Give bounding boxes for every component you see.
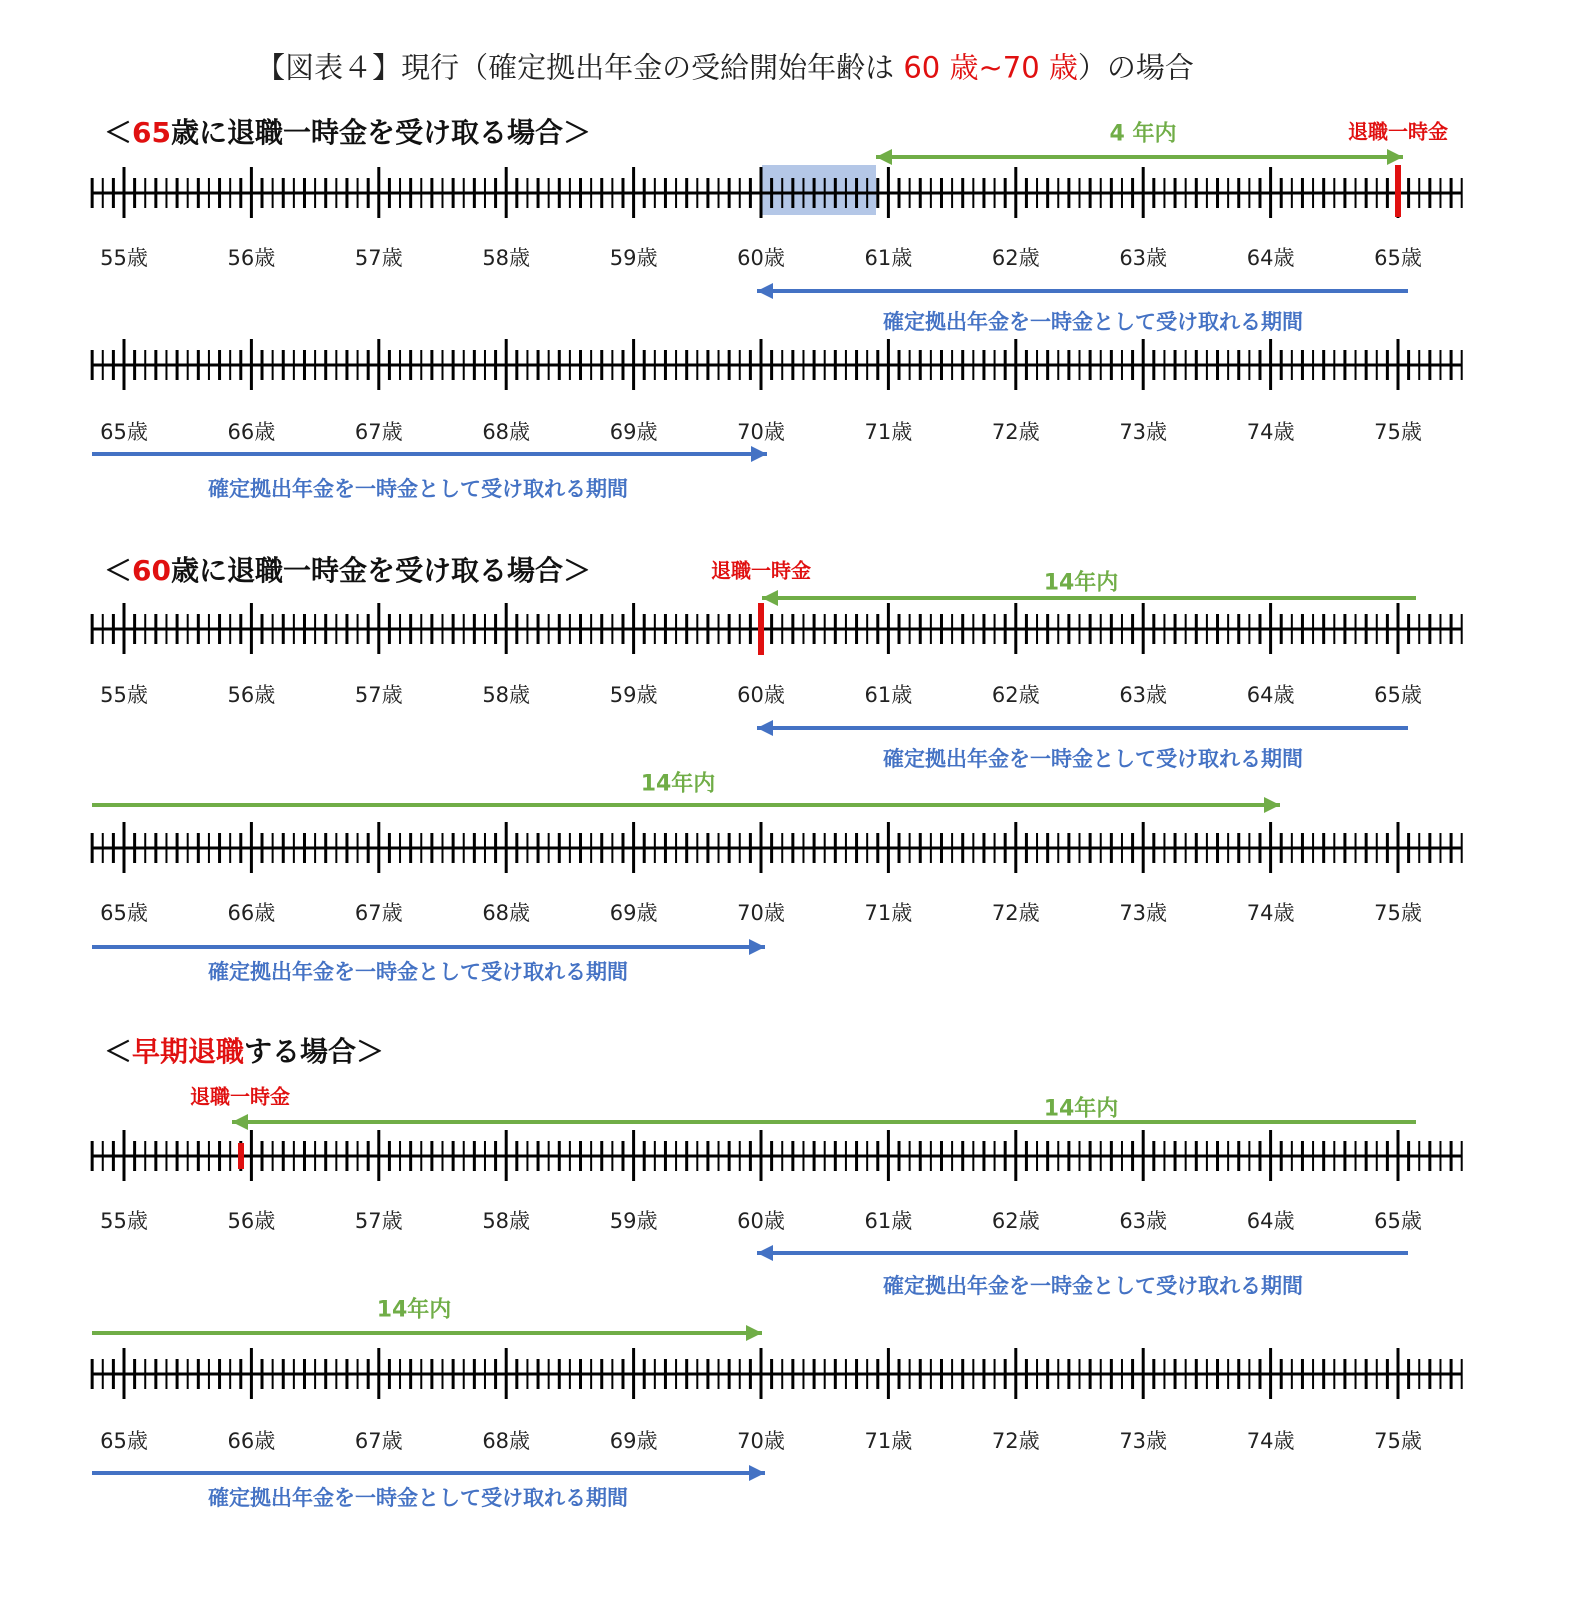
age-label: 59歳 [609,246,658,270]
age-label: 75歳 [1374,1429,1422,1453]
age-label: 71歳 [864,1429,913,1453]
age-label: 75歳 [1374,420,1422,444]
arrow-head [746,1325,762,1341]
age-label: 72歳 [991,901,1040,925]
age-label: 69歳 [609,420,658,444]
heading-highlight: 60 [132,554,171,587]
age-label: 61歳 [864,246,913,270]
age-label: 68歳 [482,420,531,444]
age-label: 56歳 [227,246,276,270]
age-label: 64歳 [1246,246,1295,270]
age-label: 66歳 [227,901,276,925]
age-label: 56歳 [227,683,276,707]
age-label: 61歳 [864,683,913,707]
within-years-label: 14年内 [640,771,716,797]
age-label: 65歳 [100,1429,148,1453]
heading-highlight: 65 [132,116,171,149]
age-label: 57歳 [354,1209,403,1233]
arrow-head [749,1465,765,1481]
arrow-head [232,1114,248,1130]
age-label: 57歳 [354,246,403,270]
age-label: 61歳 [864,1209,913,1233]
age-label: 73歳 [1119,1429,1168,1453]
age-label: 57歳 [354,683,403,707]
dc-period-label: 確定拠出年金を一時金として受け取れる期間 [208,477,628,501]
age-label: 68歳 [482,1429,531,1453]
title-suffix: ）の場合 [1077,50,1194,85]
age-label: 58歳 [482,246,531,270]
age-label: 72歳 [991,420,1040,444]
age-label: 74歳 [1246,1429,1295,1453]
age-label: 70歳 [737,901,785,925]
section-heading-65 [104,111,591,151]
section-heading-early [104,1030,384,1070]
age-label: 67歳 [354,420,403,444]
lump-sum-label: 退職一時金 [1348,119,1448,144]
arrow-head [757,283,773,299]
heading-text: する場合＞ [244,1035,385,1068]
lump-sum-marker [758,603,764,655]
lump-sum-marker [238,1143,244,1169]
arrow-head [876,149,892,165]
age-label: 58歳 [482,683,531,707]
heading-highlight: 早期退職 [132,1035,245,1068]
age-label: 69歳 [609,901,658,925]
dc-period-label: 確定拠出年金を一時金として受け取れる期間 [208,1486,628,1510]
heading-bracket: ＜ [104,554,133,587]
age-label: 55歳 [100,683,148,707]
heading-bracket: ＜ [104,1035,133,1068]
age-label: 63歳 [1119,683,1168,707]
arrow-head [762,590,778,606]
arrow-head [1264,797,1280,813]
heading-text: 歳に退職一時金を受け取る場合＞ [170,116,591,149]
age-label: 71歳 [864,420,913,444]
age-label: 70歳 [737,420,785,444]
age-label: 59歳 [609,1209,658,1233]
age-label: 65歳 [100,901,148,925]
age-label: 70歳 [737,1429,785,1453]
age-label: 62歳 [991,1209,1040,1233]
age-label: 62歳 [991,683,1040,707]
age-label: 69歳 [609,1429,658,1453]
title-text: 【図表４】現行（確定拠出年金の受給開始年齢は [256,50,904,85]
title-highlight: 60 歳~70 歳 [903,50,1078,85]
age-label: 63歳 [1119,1209,1168,1233]
age-label: 65歳 [1374,683,1422,707]
age-label: 73歳 [1119,420,1168,444]
lump-sum-label: 退職一時金 [711,558,811,583]
dc-period-label: 確定拠出年金を一時金として受け取れる期間 [883,747,1303,771]
age-label: 60歳 [737,246,785,270]
age-label: 71歳 [864,901,913,925]
arrow-head [1387,149,1403,165]
within-years-label: 14年内 [1043,1096,1119,1122]
arrow-head [757,720,773,736]
within-years-label: 14年内 [376,1297,452,1323]
age-label: 59歳 [609,683,658,707]
age-label: 63歳 [1119,246,1168,270]
heading-text: 歳に退職一時金を受け取る場合＞ [170,554,591,587]
dc-start-highlight [762,165,876,215]
age-label: 56歳 [227,1209,276,1233]
age-label: 74歳 [1246,420,1295,444]
arrow-head [751,446,767,462]
age-label: 65歳 [100,420,148,444]
age-label: 55歳 [100,1209,148,1233]
dc-period-label: 確定拠出年金を一時金として受け取れる期間 [208,960,628,984]
age-label: 58歳 [482,1209,531,1233]
age-label: 67歳 [354,1429,403,1453]
age-label: 66歳 [227,420,276,444]
age-label: 66歳 [227,1429,276,1453]
within-years-label: 4 年内 [1109,121,1177,147]
heading-bracket: ＜ [104,116,133,149]
age-label: 67歳 [354,901,403,925]
age-label: 60歳 [737,1209,785,1233]
age-label: 64歳 [1246,1209,1295,1233]
dc-period-label: 確定拠出年金を一時金として受け取れる期間 [883,1274,1303,1298]
within-years-label: 14年内 [1043,570,1119,596]
age-label: 75歳 [1374,901,1422,925]
figure-title [256,46,1194,87]
age-label: 65歳 [1374,1209,1422,1233]
age-label: 60歳 [737,683,785,707]
age-label: 72歳 [991,1429,1040,1453]
age-label: 68歳 [482,901,531,925]
age-label: 62歳 [991,246,1040,270]
section-heading-60 [104,549,591,589]
age-label: 73歳 [1119,901,1168,925]
age-label: 65歳 [1374,246,1422,270]
lump-sum-label: 退職一時金 [190,1084,290,1109]
arrow-head [757,1245,773,1261]
age-label: 74歳 [1246,901,1295,925]
lump-sum-marker [1395,165,1401,217]
age-label: 55歳 [100,246,148,270]
arrow-head [749,939,765,955]
dc-period-label: 確定拠出年金を一時金として受け取れる期間 [883,310,1303,334]
age-label: 64歳 [1246,683,1295,707]
